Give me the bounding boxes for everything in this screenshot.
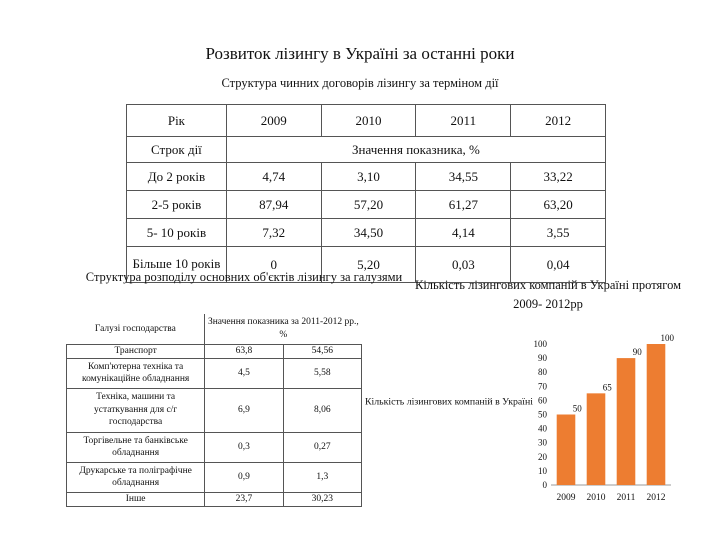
- value-label: Значення показника, %: [226, 137, 605, 163]
- table-row: [67, 388, 362, 432]
- bar: [617, 358, 636, 485]
- table-cell: 63,20: [511, 191, 606, 219]
- table-cell: 4,74: [226, 163, 321, 191]
- sector-header: Галузі господарства: [67, 314, 205, 344]
- row-label: Більше 10 років: [127, 247, 227, 283]
- row-label: Транспорт: [67, 344, 205, 358]
- term-structure-title: Структура чинних договорів лізингу за терміном дії: [221, 76, 499, 90]
- table-cell: 8,06: [283, 388, 361, 432]
- table-cell: 54,56: [283, 344, 361, 358]
- row-label: Торгівельне та банківське обладнання: [67, 432, 205, 462]
- page-title: Розвиток лізингу в Україні за останні роки: [205, 44, 515, 63]
- table-cell: 5,20: [321, 247, 416, 283]
- data-label: 65: [602, 382, 612, 393]
- x-tick-label: 2011: [616, 493, 636, 503]
- row-label: 5- 10 років: [127, 219, 227, 247]
- table-cell: 6,9: [205, 388, 283, 432]
- table-cell: 87,94: [226, 191, 321, 219]
- legend-label: Кількість лізингових компаній в Україні: [365, 396, 534, 407]
- bar: [557, 415, 576, 486]
- year-cell: 2010: [321, 105, 416, 137]
- x-tick-label: 2009: [556, 493, 576, 503]
- table-cell: 0,27: [283, 432, 361, 462]
- data-label: 50: [572, 403, 582, 414]
- bar: [647, 344, 666, 485]
- table-header-row: [127, 137, 606, 163]
- table-row: [127, 191, 606, 219]
- table-cell: 61,27: [416, 191, 511, 219]
- x-tick-label: 2012: [646, 493, 666, 503]
- data-label: 100: [660, 333, 675, 343]
- table-cell: 23,7: [205, 492, 283, 506]
- y-tick-label: 0: [542, 480, 547, 490]
- table-cell: 3,10: [321, 163, 416, 191]
- table-header-row: [127, 105, 606, 137]
- companies-chart-title: Кількість лізингових компаній в Україні протягом 2009- 2012рр: [415, 278, 681, 311]
- y-tick-label: 80: [538, 367, 547, 378]
- table-cell: 34,55: [416, 163, 511, 191]
- table-cell: 33,22: [511, 163, 606, 191]
- row-label: Комп'ютерна техніка та комунікаційне обладнання: [67, 358, 205, 388]
- table-cell: 1,3: [283, 462, 361, 492]
- value-header: Значення показника за 2011-2012 рр., %: [207, 317, 359, 340]
- table-cell: 7,32: [226, 219, 321, 247]
- table-cell: 30,23: [283, 492, 361, 506]
- table-row: [67, 432, 362, 462]
- y-tick-label: 90: [538, 353, 547, 364]
- y-tick-label: 70: [538, 381, 547, 392]
- table-cell: 5,58: [283, 358, 361, 388]
- table-row: [127, 163, 606, 191]
- y-tick-label: 50: [538, 409, 547, 420]
- companies-bar-chart: [365, 330, 685, 510]
- table-row: [67, 492, 362, 506]
- table-cell: 0,04: [511, 247, 606, 283]
- y-tick-label: 30: [538, 437, 547, 448]
- table-cell: 0,3: [205, 432, 283, 462]
- table-row: [67, 462, 362, 492]
- y-tick-label: 40: [538, 423, 547, 434]
- row-label: Інше: [67, 492, 205, 506]
- sector-structure-table: [66, 314, 362, 507]
- table-row: [67, 344, 362, 358]
- y-tick-label: 60: [538, 395, 547, 406]
- table-cell: 0: [226, 247, 321, 283]
- row-label: До 2 років: [127, 163, 227, 191]
- table-cell: 4,14: [416, 219, 511, 247]
- table-cell: 4,5: [205, 358, 283, 388]
- sector-structure-title: Структура розподілу основних об'єктів лізингу за галузями: [85, 270, 403, 284]
- row-label: Техніка, машини та устаткування для с/г господарства: [67, 388, 205, 432]
- year-cell: 2012: [511, 105, 606, 137]
- table-cell: 0,9: [205, 462, 283, 492]
- y-tick-label: 100: [533, 339, 547, 349]
- y-tick-label: 10: [538, 465, 547, 476]
- year-cell: 2011: [416, 105, 511, 137]
- table-cell: 57,20: [321, 191, 416, 219]
- table-row: [67, 358, 362, 388]
- year-label: Рік: [127, 105, 227, 137]
- table-row: [127, 219, 606, 247]
- table-cell: 3,55: [511, 219, 606, 247]
- data-label: 90: [632, 347, 642, 358]
- table-cell: 34,50: [321, 219, 416, 247]
- y-tick-label: 20: [538, 451, 547, 462]
- table-cell: 63,8: [205, 344, 283, 358]
- row-label: 2-5 років: [127, 191, 227, 219]
- year-cell: 2009: [226, 105, 321, 137]
- term-label: Строк дії: [127, 137, 227, 163]
- term-structure-table: [126, 104, 606, 283]
- table-header-row: [67, 314, 362, 344]
- row-label: Друкарське та поліграфічне обладнання: [67, 462, 205, 492]
- x-tick-label: 2010: [586, 493, 606, 503]
- table-cell: 0,03: [416, 247, 511, 283]
- bar: [587, 393, 606, 485]
